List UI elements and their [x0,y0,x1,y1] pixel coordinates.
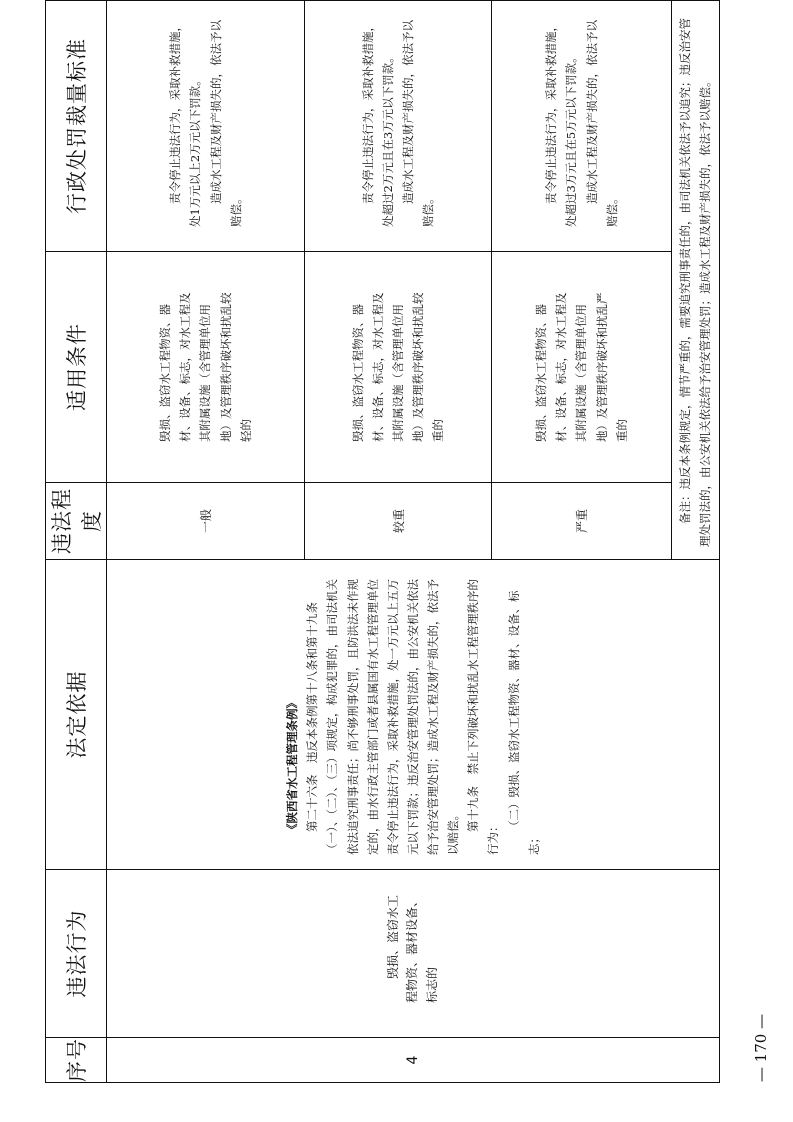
degree-severe: 严重 [492,483,672,560]
page-number-text: — 170 — [752,1013,770,1083]
standard-general-compensation: 造成水工程及财产损失的，依法予以赔偿。 [208,20,243,227]
rotated-page [45,1,712,1083]
standard-general-penalty: 责令停止违法行为，采取补救措施，处1万元以上2万元以下罚款。 [168,20,203,227]
header-cond: 适用条件 [46,252,107,483]
condition-serious: 毁损、盗窃水工程物资、器材、设备、标志，对水工程及其附属设施（含管理单位用地）及管理秩序破坏和扰乱较重的 [305,252,492,483]
condition-general: 毁损、盗窃水工程物资、器材、设备、标志，对水工程及其附属设施（含管理单位用地）及管理秩序破坏和扰乱较轻的 [107,252,305,483]
header-act: 违法行为 [46,870,107,1038]
degree-serious: 较重 [305,483,492,560]
header-std: 行政处罚裁量标准 [46,1,107,252]
legal-basis-cell [107,560,720,870]
standard-serious-compensation: 造成水工程及财产损失的，依法予以赔偿。 [401,20,436,227]
degree-general: 一般 [107,483,305,560]
violation-act-cell: 毁损、盗窃水工程物资、器材设备、标志的 [107,870,720,1038]
header-seq: 序号 [46,1038,107,1083]
law-article-26: 第二十六条 违反本条例第十八条和第十九条（一）、（二）、（三）项规定，构成犯罪的，由司法机关依法追究刑事责任；尚不够刑事处罚，且防洪法未作规定的，由水行政主管部门或者县属国有水工程管理单位责令停止违法行为，采取补救措施，处一万元以上五万元以下罚款；违反治安管理处罚法的，由公安机关依法给予治安管理处罚；造成水工程及财产损失的，依法予以赔偿。 [305,579,461,855]
standard-severe-compensation: 造成水工程及财产损失的，依法予以赔偿。 [584,20,619,227]
table-row [107,1,305,1083]
remark-cell: 备注：违反本条例规定，情节严重的，需要追究刑事责任的，由司法机关依法予以追究；违反治安管理处罚法的，由公安机关依法给予治安管理处罚；造成水工程及财产损失的，依法予以赔偿。 [672,1,720,560]
law-article-19: 第十九条 禁止下列破坏和扰乱水工程管理秩序的行为： [466,579,501,855]
penalty-table [45,0,720,1083]
law-article-19-item-2: （二）毁损、盗窃水工程物资、器材、设备、标志； [506,590,541,855]
standard-serious-penalty: 责令停止违法行为，采取补救措施，处超过2万元且在3万元以下罚款。 [360,20,395,227]
standard-serious [305,1,492,252]
law-title: 《陕西省水工程管理条例》 [285,697,300,835]
standard-general [107,1,305,252]
condition-severe: 毁损、盗窃水工程物资、器材、设备、标志，对水工程及其附属设施（含管理单位用地）及管理秩序破坏和扰乱严重的 [492,252,672,483]
standard-severe [492,1,672,252]
seq-cell: 4 [107,1038,720,1083]
header-degree: 违法程度 [46,483,107,560]
standard-severe-penalty: 责令停止违法行为，采取补救措施，处超过3万元且在5万元以下罚款。 [544,20,579,227]
header-law: 法定依据 [46,560,107,870]
page-number [748,1010,778,1090]
header-row [46,1,107,1083]
